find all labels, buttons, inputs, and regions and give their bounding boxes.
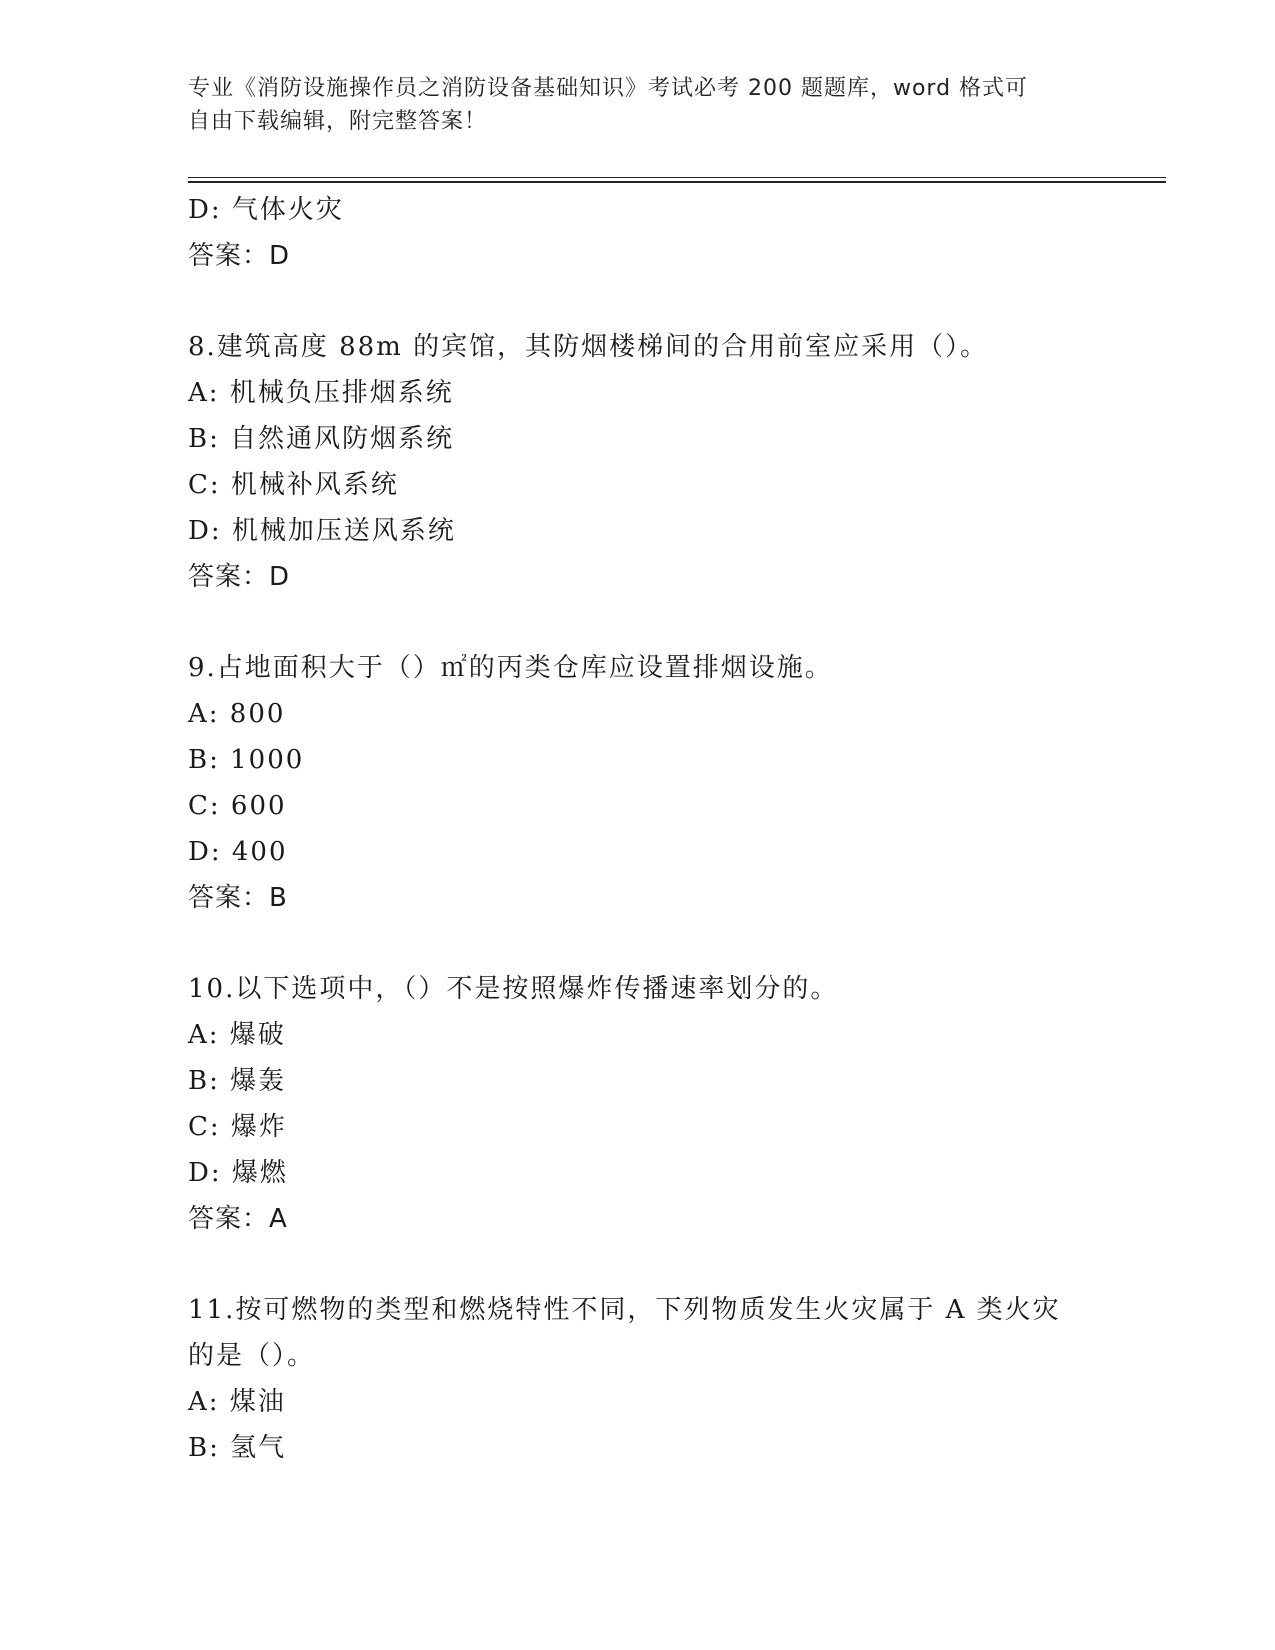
option-a: A: 爆破 xyxy=(188,1020,286,1050)
header-line-2: 自由下载编辑，附完整答案！ xyxy=(188,109,488,134)
answer: 答案：D xyxy=(188,562,291,592)
option-a: A: 800 xyxy=(188,699,286,729)
question-10 xyxy=(188,966,1148,1242)
answer: 答案：D xyxy=(188,241,291,271)
question-stem-line-1: 11.按可燃物的类型和燃烧特性不同，下列物质发生火灾属于 A 类火灾 xyxy=(188,1295,1061,1325)
option-b: B: 爆轰 xyxy=(188,1066,287,1096)
option-a: A: 机械负压排烟系统 xyxy=(188,378,454,408)
option-d: D: 爆燃 xyxy=(188,1158,288,1188)
option-d: D: 气体火灾 xyxy=(188,195,344,225)
question-stem: 8.建筑高度 88m 的宾馆，其防烟楼梯间的合用前室应采用（）。 xyxy=(188,332,989,362)
option-a: A: 煤油 xyxy=(188,1387,286,1417)
option-c: C: 机械补风系统 xyxy=(188,470,399,500)
question-stem: 10.以下选项中，（）不是按照爆炸传播速率划分的。 xyxy=(188,974,839,1004)
option-d: D: 机械加压送风系统 xyxy=(188,516,456,546)
question-stem-line-2: 的是（）。 xyxy=(188,1341,316,1371)
header-line-1: 专业《消防设施操作员之消防设备基础知识》考试必考 200 题题库，word 格式可 xyxy=(188,76,1029,101)
header-divider-thick xyxy=(188,181,1166,183)
document-body xyxy=(188,187,1148,1471)
option-c: C: 600 xyxy=(188,791,287,821)
option-b: B: 1000 xyxy=(188,745,305,775)
option-b: B: 自然通风防烟系统 xyxy=(188,424,455,454)
option-b: B: 氢气 xyxy=(188,1433,287,1463)
question-stem: 9.占地面积大于（）㎡的丙类仓库应设置排烟设施。 xyxy=(188,653,833,683)
question-8 xyxy=(188,324,1148,600)
question-11 xyxy=(188,1287,1148,1471)
document-header xyxy=(188,72,1088,138)
option-d: D: 400 xyxy=(188,837,288,867)
answer: 答案：A xyxy=(188,1204,288,1234)
answer: 答案：B xyxy=(188,883,288,913)
header-divider-thin xyxy=(188,177,1166,178)
question-9 xyxy=(188,645,1148,921)
option-c: C: 爆炸 xyxy=(188,1112,287,1142)
